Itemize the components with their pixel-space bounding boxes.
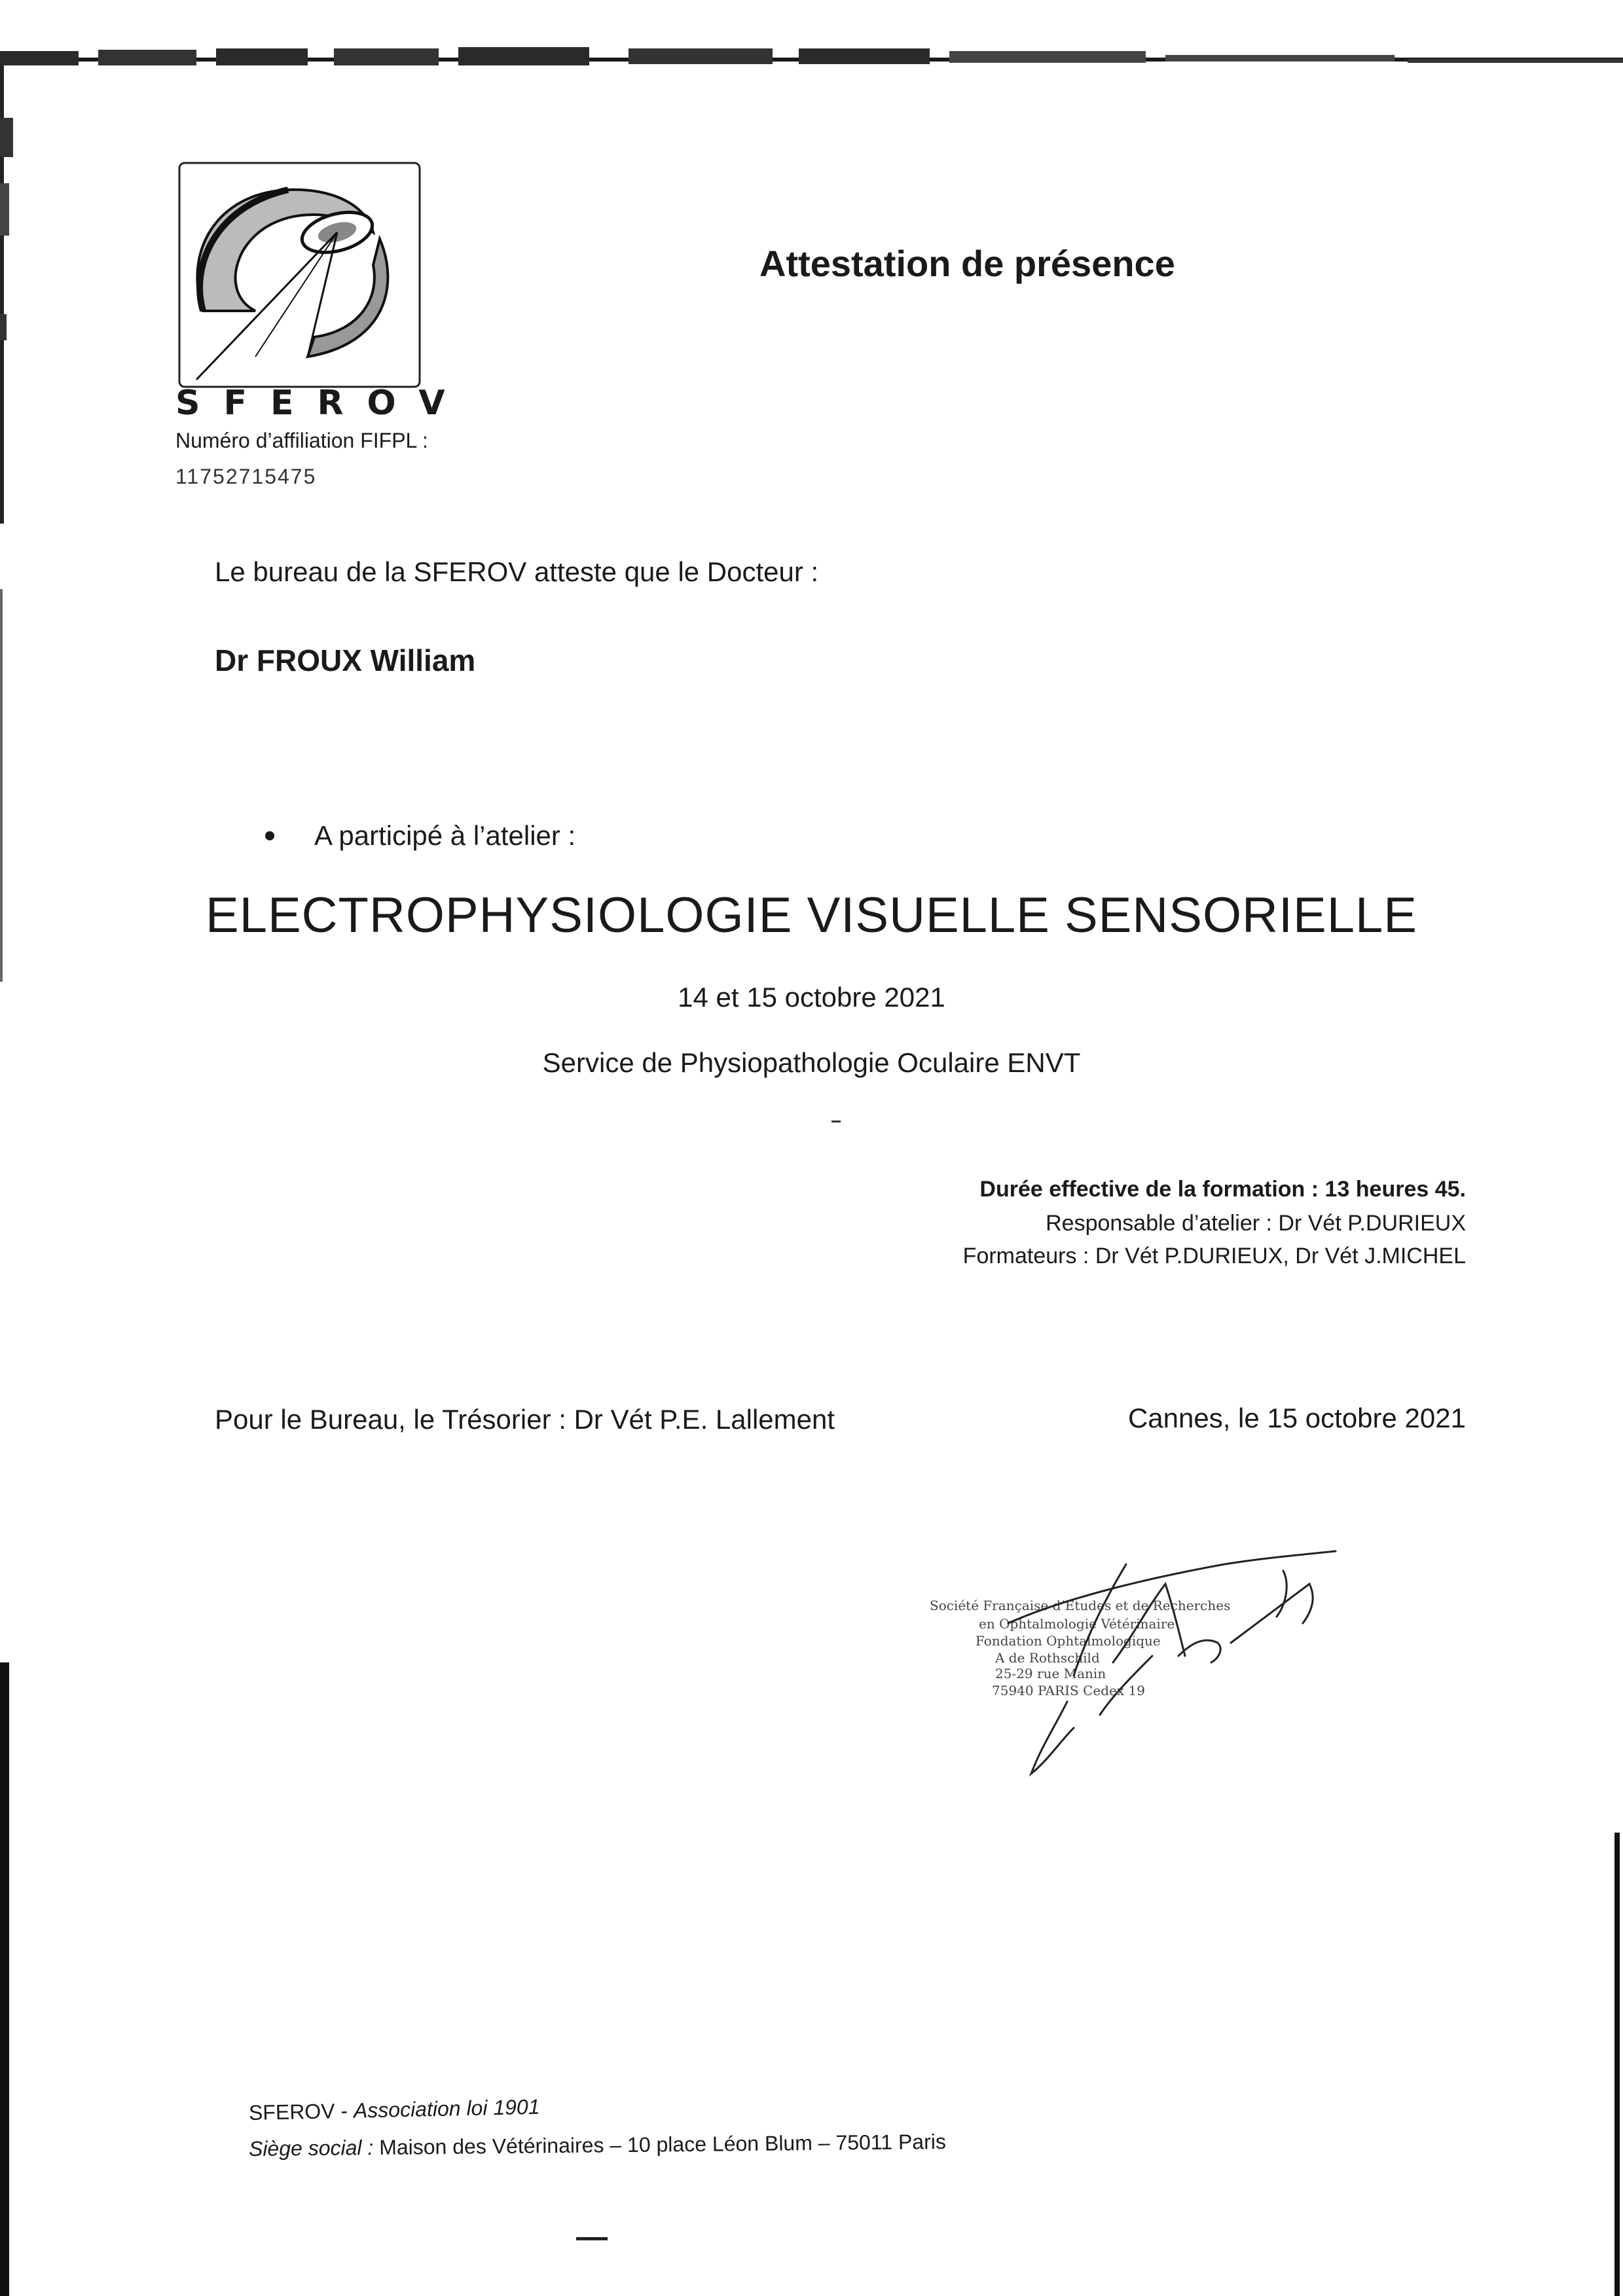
scan-edge-bottom-left: [0, 1662, 14, 2296]
bottom-mark: [576, 2237, 608, 2240]
intro-text: Le bureau de la SFEROV atteste que le Docteur :: [215, 556, 819, 587]
footer-association: SFEROV - Association loi 1901: [248, 2094, 540, 2125]
workshop-trainers: Formateurs : Dr Vét P.DURIEUX, Dr Vét J.MICHEL: [962, 1244, 1466, 1268]
stamp-line: Fondation Ophtalmologique: [976, 1633, 1161, 1649]
footer-seat-label: Siège social :: [248, 2136, 374, 2161]
sferov-logo: [177, 160, 422, 389]
stamp-line: 25-29 rue Manin: [995, 1666, 1106, 1681]
scan-edge-right: [1604, 65, 1623, 2296]
stamp-line: Société Française d’Etudes et de Recherches: [930, 1598, 1231, 1613]
workshop-title: ELECTROPHYSIOLOGIE VISUELLE SENSORIELLE: [206, 888, 1417, 943]
footer-association-type: Association loi 1901: [353, 2094, 540, 2123]
bullet-icon: [265, 831, 274, 840]
doctor-name: Dr FROUX William: [215, 643, 476, 677]
workshop-dates: 14 et 15 octobre 2021: [678, 982, 945, 1013]
separator-dash: [831, 1121, 841, 1122]
affiliation-label: Numéro d’affiliation FIFPL :: [175, 429, 428, 452]
scan-edge-top: [0, 46, 1623, 72]
stamp-and-signature: [917, 1545, 1362, 1787]
logo-wordmark: SFEROV: [175, 384, 469, 423]
stamp-line: en Ophtalmologie Vétérinaire: [979, 1616, 1175, 1632]
footer-org: SFEROV: [248, 2099, 335, 2125]
workshop-service: Service de Physiopathologie Oculaire ENVT: [542, 1047, 1081, 1078]
footer-address: [249, 2130, 946, 2161]
stamp-line: A de Rothschild: [995, 1650, 1100, 1666]
affiliation-number: 11752715475: [175, 465, 317, 488]
place-date: Cannes, le 15 octobre 2021: [1127, 1403, 1466, 1433]
workshop-responsible: Responsable d’atelier : Dr Vét P.DURIEUX: [1046, 1211, 1466, 1236]
document-title: Attestation de présence: [759, 243, 1175, 284]
footer-address-text: Maison des Vétérinaires – 10 place Léon Blum – 75011 Paris: [379, 2129, 947, 2159]
participation-text: A participé à l’atelier :: [314, 820, 576, 851]
training-duration: Durée effective de la formation : 13 heures 45.: [979, 1177, 1466, 1202]
stamp-line: 75940 PARIS Cedex 19: [992, 1683, 1145, 1698]
treasurer-line: Pour le Bureau, le Trésorier : Dr Vét P.E. Lallement: [215, 1404, 835, 1435]
